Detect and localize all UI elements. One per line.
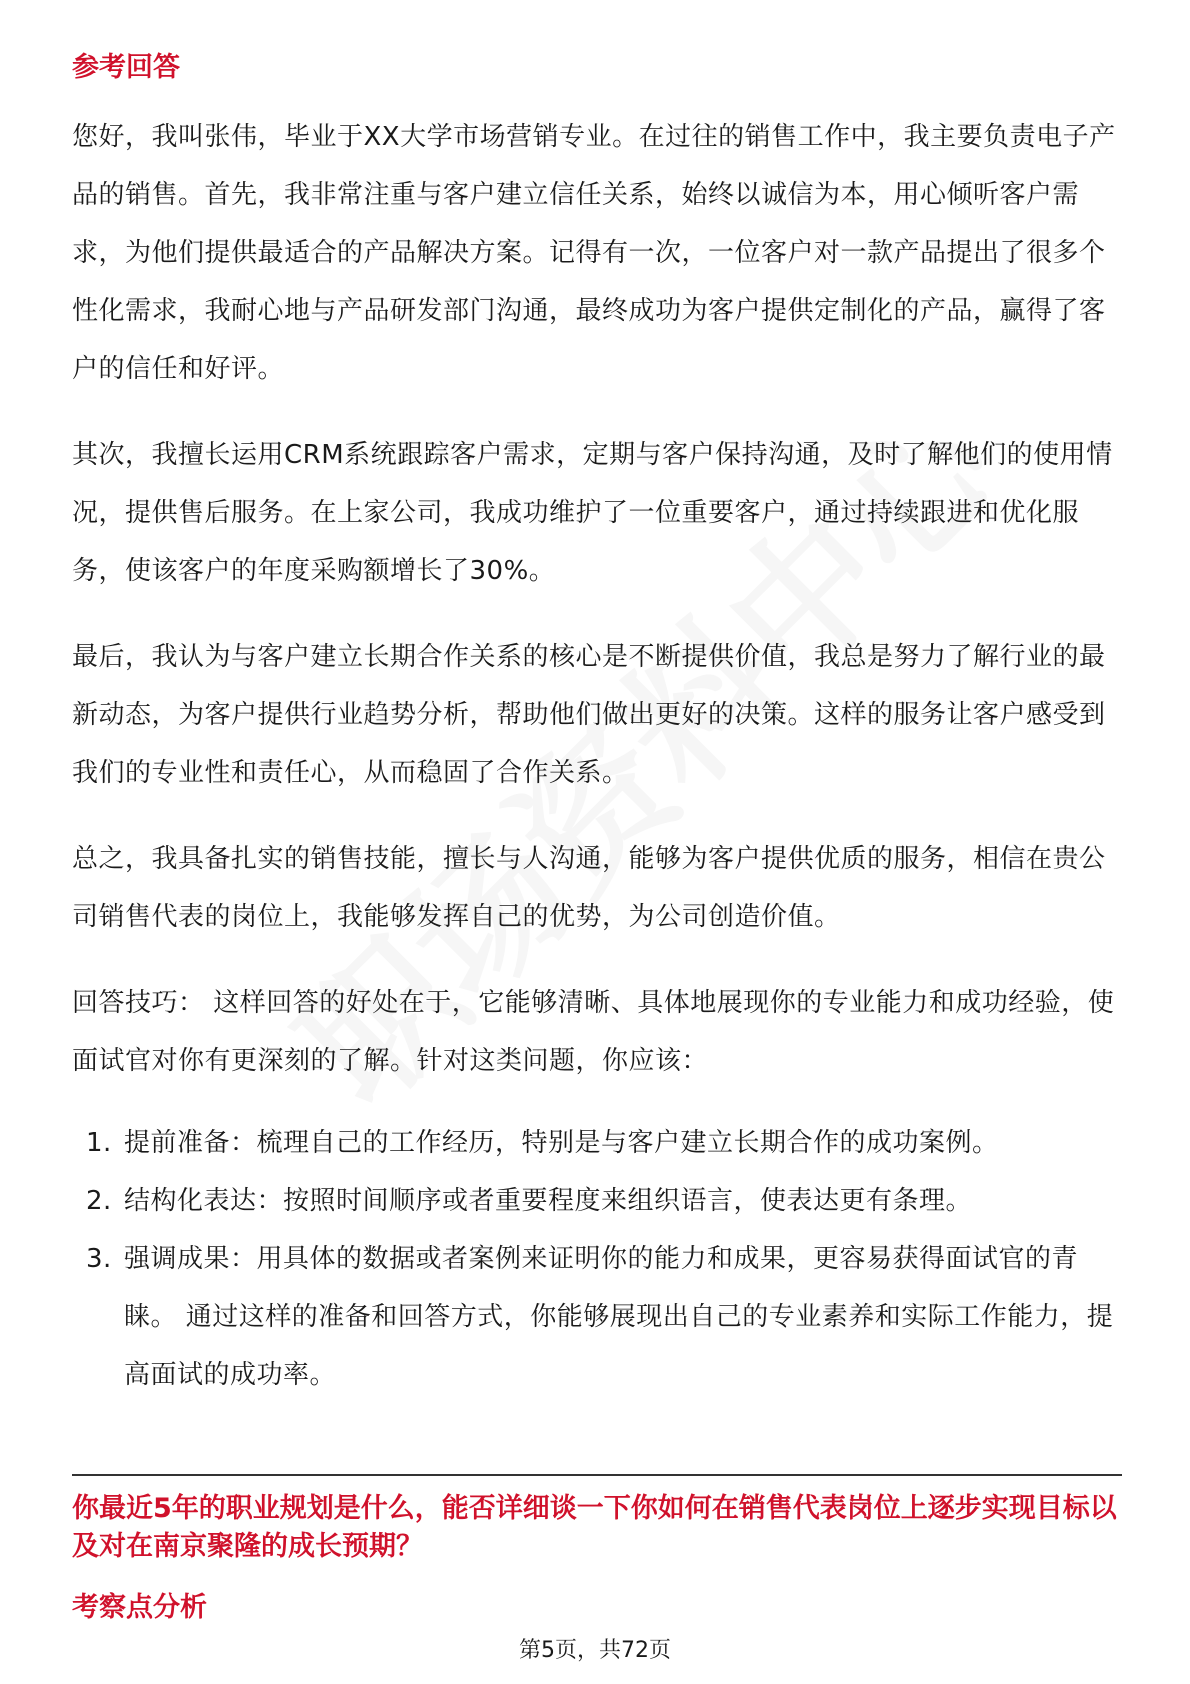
page-number: 第5页，共72页 xyxy=(519,1638,671,1663)
list-item-text: 强调成果：用具体的数据或者案例来证明你的能力和成果，更容易获得面试官的青睐。 通过这样的准备和回答方式，你能够展现出自己的专业素养和实际工作能力，提高面试的成功率。 xyxy=(124,1244,1114,1390)
list-item xyxy=(72,1172,1122,1230)
list-item-text: 提前准备：梳理自己的工作经历，特别是与客户建立长期合作的成功案例。 xyxy=(124,1128,999,1158)
answer-paragraph-4: 总之，我具备扎实的销售技能，擅长与人沟通，能够为客户提供优质的服务，相信在贵公司销售代表的岗位上，我能够发挥自己的优势，为公司创造价值。 xyxy=(72,844,1106,932)
answer-paragraph-2: 其次，我擅长运用CRM系统跟踪客户需求，定期与客户保持沟通，及时了解他们的使用情况，提供售后服务。在上家公司，我成功维护了一位重要客户，通过持续跟进和优化服务，使该客户的年度采购额增长了30%。 xyxy=(72,440,1113,586)
list-item-text: 结构化表达：按照时间顺序或者重要程度来组织语言，使表达更有条理。 xyxy=(124,1186,973,1216)
next-question-title: 你最近5年的职业规划是什么，能否详细谈一下你如何在销售代表岗位上逐步实现目标以及对在南京聚隆的成长预期？ xyxy=(72,1493,1117,1562)
list-item xyxy=(72,1230,1122,1404)
list-item-number: 2. xyxy=(86,1186,112,1216)
tips-intro: 回答技巧： 这样回答的好处在于，它能够清晰、具体地展现你的专业能力和成功经验，使面试官对你有更深刻的了解。针对这类问题，你应该： xyxy=(72,988,1115,1076)
section-divider xyxy=(72,1474,1122,1476)
main-content xyxy=(72,48,1122,1404)
answer-section-title: 参考回答 xyxy=(72,52,180,83)
list-item-number: 3. xyxy=(86,1244,112,1274)
answer-paragraph-1: 您好，我叫张伟，毕业于XX大学市场营销专业。在过往的销售工作中，我主要负责电子产品的销售。首先，我非常注重与客户建立信任关系，始终以诚信为本，用心倾听客户需求，为他们提供最适合的产品解决方案。记得有一次，一位客户对一款产品提出了很多个性化需求，我耐心地与产品研发部门沟通，最终成功为客户提供定制化的产品，赢得了客户的信任和好评。 xyxy=(72,122,1116,384)
tips-list xyxy=(72,1114,1122,1404)
analysis-section-title: 考察点分析 xyxy=(72,1592,207,1623)
list-item-number: 1. xyxy=(86,1128,112,1158)
list-item xyxy=(72,1114,1122,1172)
answer-paragraph-3: 最后，我认为与客户建立长期合作关系的核心是不断提供价值，我总是努力了解行业的最新动态，为客户提供行业趋势分析，帮助他们做出更好的决策。这样的服务让客户感受到我们的专业性和责任心，从而稳固了合作关系。 xyxy=(72,642,1106,788)
